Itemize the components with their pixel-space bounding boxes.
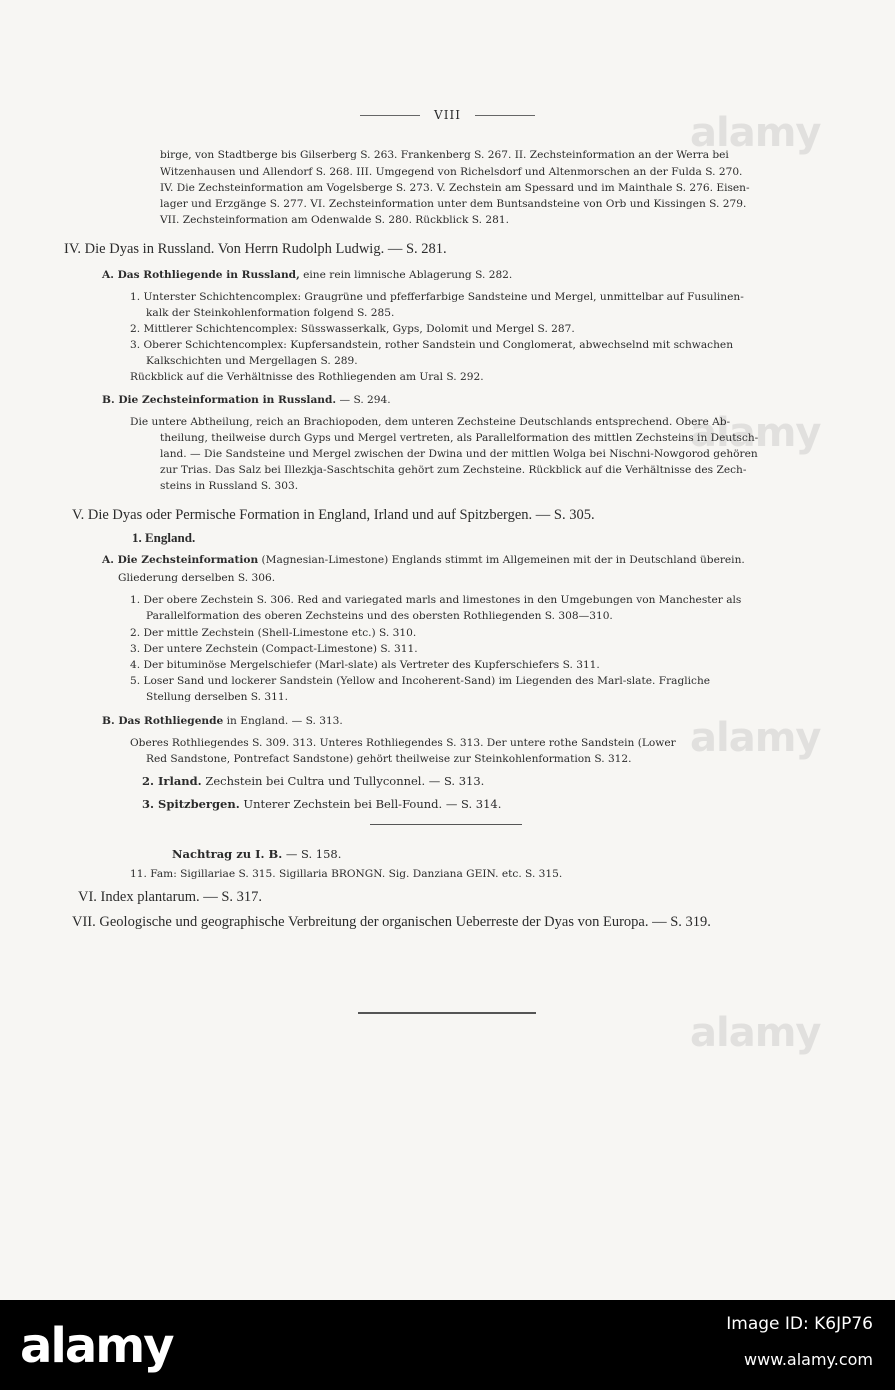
spitzbergen-entry: 3. Spitzbergen. Unterer Zechstein bei Bell-Found. — S. 314. <box>142 797 502 811</box>
intro-line: Witzenhausen und Allendorf S. 268. III. Umgegend von Richelsdorf und Altenmorschen an der Fulda S. 270. <box>160 166 743 178</box>
watermark: alamy <box>690 110 821 156</box>
page-header <box>0 108 895 122</box>
intro-line: lager und Erzgänge S. 277. VI. Zechsteinformation unter dem Buntsandsteine von Orb und Kissingen S. 279. <box>160 198 747 210</box>
divider <box>370 824 522 825</box>
section-v-a-line: 4. Der bituminöse Mergelschiefer (Marl-slate) als Vertreter des Kupferschiefers S. 311. <box>130 659 600 671</box>
watermark: alamy <box>690 410 821 456</box>
image-id: Image ID: K6JP76 <box>726 1314 873 1334</box>
section-v-b-heading: B. Das Rothliegende in England. — S. 313. <box>102 715 343 727</box>
section-v-title: V. Die Dyas oder Permische Formation in England, Irland und auf Spitzbergen. — S. 305. <box>72 507 595 523</box>
england-heading: 1. England. <box>132 530 196 545</box>
brand-logo: alamy <box>20 1318 173 1374</box>
footer-banner <box>0 1300 895 1390</box>
section-iv-a-line: 3. Oberer Schichtencomplex: Kupfersandstein, rother Sandstein und Conglomerat, abwechselnd mit schwachen <box>130 339 734 351</box>
section-v-a-line: Parallelformation des oberen Zechsteins und des obersten Rothliegenden S. 308—310. <box>146 610 613 622</box>
end-divider <box>358 1012 536 1014</box>
page-number: VIII <box>434 108 461 122</box>
watermark: alamy <box>690 715 821 761</box>
section-v-a-line: 2. Der mittle Zechstein (Shell-Limestone etc.) S. 310. <box>130 627 417 639</box>
section-v-b-line: Oberes Rothliegendes S. 309. 313. Unteres Rothliegendes S. 313. Der untere rothe Sandstein (Lower <box>130 737 676 749</box>
section-iv-a-line: 1. Unterster Schichtencomplex: Graugrüne und pfefferfarbige Sandsteine und Mergel, unmittelbar auf Fusulinen- <box>130 291 744 303</box>
nachtrag-line: 11. Fam: Sigillariae S. 315. Sigillaria BRONGN. Sig. Danziana GEIN. etc. S. 315. <box>130 868 563 880</box>
watermark: alamy <box>690 1010 821 1056</box>
section-iv-b-line: steins in Russland S. 303. <box>160 480 299 492</box>
irland-entry: 2. Irland. Zechstein bei Cultra und Tullyconnel. — S. 313. <box>142 774 485 788</box>
section-vii-title: VII. Geologische und geographische Verbreitung der organischen Ueberreste der Dyas von Europa. — S. 319. <box>72 914 711 930</box>
section-iv-b-line: Die untere Abtheilung, reich an Brachiopoden, dem unteren Zechsteine Deutschlands entsprechend. Obere Ab- <box>130 416 731 428</box>
section-iv-b-line: zur Trias. Das Salz bei Illezkja-Saschtschita gehört zum Zechsteine. Rückblick auf die Verhältnisse des Zech- <box>160 464 747 476</box>
section-iv-a-line: 2. Mittlerer Schichtencomplex: Süsswasserkalk, Gyps, Dolomit und Mergel S. 287. <box>130 323 575 335</box>
nachtrag-heading: Nachtrag zu I. B. — S. 158. <box>172 847 342 861</box>
section-v-a-heading-cont: Gliederung derselben S. 306. <box>118 572 276 584</box>
site-url: www.alamy.com <box>744 1350 873 1369</box>
section-iv-title: IV. Die Dyas in Russland. Von Herrn Rudolph Ludwig. — S. 281. <box>64 241 447 257</box>
intro-line: VII. Zechsteinformation am Odenwalde S. 280. Rückblick S. 281. <box>160 214 509 226</box>
section-iv-b-line: theilung, theilweise durch Gyps und Mergel vertreten, als Parallelformation des mittlen Zechsteins in Deutsch- <box>160 432 759 444</box>
section-v-b-line: Red Sandstone, Pontrefact Sandstone) gehört theilweise zur Steinkohlenformation S. 312. <box>146 753 632 765</box>
section-iv-a-line: Kalkschichten und Mergellagen S. 289. <box>146 355 358 367</box>
section-v-a-line: 3. Der untere Zechstein (Compact-Limestone) S. 311. <box>130 643 418 655</box>
intro-line: IV. Die Zechsteinformation am Vogelsberge S. 273. V. Zechstein am Spessard und im Mainthale S. 276. Eisen- <box>160 182 750 194</box>
section-iv-a-line: kalk der Steinkohlenformation folgend S. 285. <box>146 307 395 319</box>
section-v-a-line: 1. Der obere Zechstein S. 306. Red and variegated marls and limestones in den Umgebungen von Manchester als <box>130 594 742 606</box>
section-iv-b-line: land. — Die Sandsteine und Mergel zwischen der Dwina und der mittlen Wolga bei Nischni-Nowgorod gehören <box>160 448 758 460</box>
section-iv-b-heading: B. Die Zechsteinformation in Russland. — S. 294. <box>102 394 391 406</box>
section-v-a-line: Stellung derselben S. 311. <box>146 691 289 703</box>
section-iv-a-heading: A. Das Rothliegende in Russland, eine rein limnische Ablagerung S. 282. <box>102 269 513 281</box>
section-vi-title: VI. Index plantarum. — S. 317. <box>78 889 263 905</box>
section-v-a-line: 5. Loser Sand und lockerer Sandstein (Yellow and Incoherent-Sand) im Liegenden des Marl-slate. Fragliche <box>130 675 711 687</box>
section-v-a-heading: A. Die Zechsteinformation (Magnesian-Limestone) Englands stimmt im Allgemeinen mit der in Deutschland überein. <box>102 554 745 566</box>
section-iv-a-line: Rückblick auf die Verhältnisse des Rothliegenden am Ural S. 292. <box>130 371 484 383</box>
intro-line: birge, von Stadtberge bis Gilserberg S. 263. Frankenberg S. 267. II. Zechsteinformation an der Werra bei <box>160 149 729 161</box>
